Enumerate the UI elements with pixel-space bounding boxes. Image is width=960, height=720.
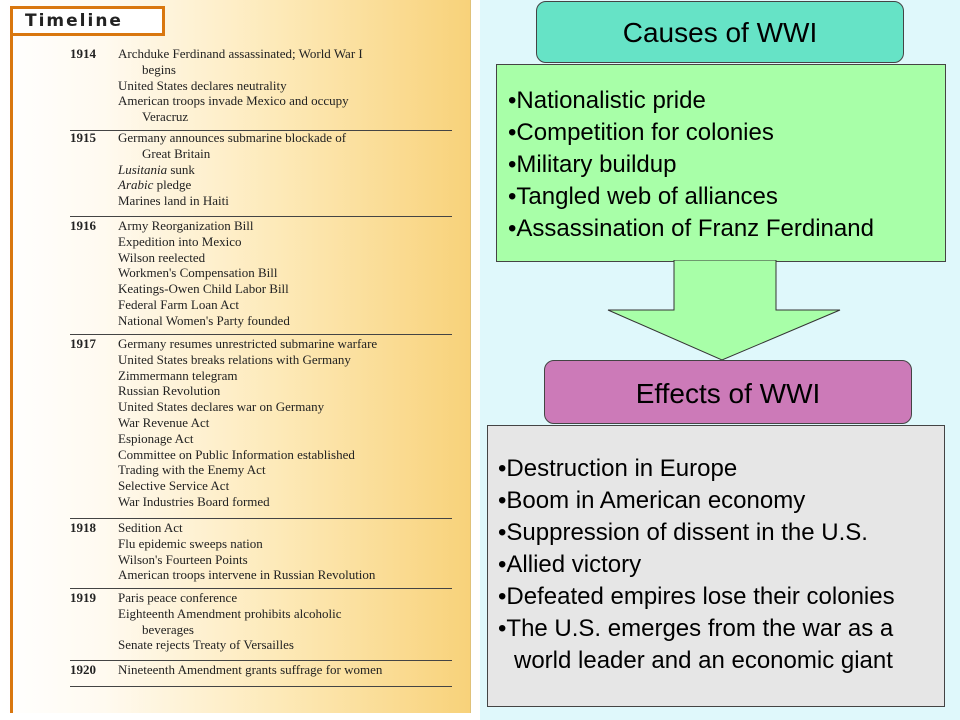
timeline-year-5 — [70, 590, 452, 661]
timeline-event: Workmen's Compensation Bill — [118, 265, 278, 281]
timeline-event: Great Britain — [142, 145, 211, 161]
timeline-event: Archduke Ferdinand assassinated; World War I — [118, 46, 363, 61]
timeline-year-4 — [70, 520, 452, 589]
timeline-event: National Women's Party founded — [118, 312, 290, 328]
causes-list-box — [496, 64, 946, 262]
timeline-events — [118, 590, 452, 653]
timeline-event: Flu epidemic sweeps nation — [118, 535, 263, 551]
timeline-event: United States declares neutrality — [118, 77, 287, 93]
cause-item: •Military buildup — [508, 151, 677, 178]
timeline-year-label: 1920 — [70, 662, 96, 677]
timeline-event: Germany announces submarine blockade of — [118, 130, 347, 145]
down-arrow — [604, 260, 844, 364]
timeline-year-2 — [70, 218, 452, 335]
timeline-event: Veracruz — [142, 109, 189, 125]
timeline-event: Expedition into Mexico — [118, 233, 242, 249]
effects-title: Effects of WWI — [635, 378, 821, 409]
causes-header-box — [536, 1, 904, 63]
timeline-event: Trading with the Enemy Act — [118, 462, 266, 478]
timeline-event: Wilson reelected — [118, 249, 206, 265]
causes-title: Causes of WWI — [622, 17, 818, 48]
effect-item: •Defeated empires lose their colonies — [498, 583, 895, 610]
effect-item: •Allied victory — [498, 551, 642, 578]
timeline-event: beverages — [142, 621, 194, 637]
timeline-event: Arabic pledge — [118, 177, 192, 193]
timeline-events — [118, 662, 452, 678]
effects-list — [498, 453, 895, 677]
timeline-events — [118, 336, 452, 510]
timeline-events — [118, 46, 452, 125]
timeline-title-box — [10, 6, 165, 36]
timeline-events — [118, 520, 452, 583]
effect-item: •Suppression of dissent in the U.S. — [498, 519, 868, 546]
timeline-event: Paris peace conference — [118, 590, 238, 605]
cause-item: •Nationalistic pride — [508, 87, 706, 114]
timeline-year-label: 1916 — [70, 218, 96, 233]
effects-header-box — [544, 360, 912, 424]
timeline-event: Marines land in Haiti — [118, 193, 229, 209]
timeline-event: Sedition Act — [118, 520, 183, 535]
timeline-year-1 — [70, 130, 452, 217]
timeline-event: Eighteenth Amendment prohibits alcoholic — [118, 605, 342, 621]
timeline-event: American troops intervene in Russian Revolution — [118, 567, 376, 583]
timeline-event: begins — [142, 61, 176, 77]
effect-item-continuation: world leader and an economic giant — [514, 647, 893, 674]
timeline-event: United States breaks relations with Germany — [118, 351, 351, 367]
timeline-event: Zimmermann telegram — [118, 367, 238, 383]
timeline-event: Russian Revolution — [118, 383, 221, 399]
effect-item: •Boom in American economy — [498, 487, 806, 514]
timeline-event: Senate rejects Treaty of Versailles — [118, 637, 294, 653]
timeline-events — [118, 218, 452, 329]
timeline-event: War Revenue Act — [118, 414, 210, 430]
timeline-event: Army Reorganization Bill — [118, 218, 254, 233]
timeline-year-6 — [70, 662, 452, 687]
timeline-event: Wilson's Fourteen Points — [118, 551, 248, 567]
cause-item: •Competition for colonies — [508, 119, 774, 146]
timeline-event: Lusitania sunk — [118, 161, 195, 177]
timeline-event: Federal Farm Loan Act — [118, 296, 239, 312]
cause-item: •Assassination of Franz Ferdinand — [508, 215, 874, 242]
timeline-panel — [0, 0, 471, 713]
timeline-year-3 — [70, 336, 452, 519]
timeline-event: United States declares war on Germany — [118, 399, 325, 415]
timeline-year-label: 1918 — [70, 520, 96, 535]
effects-list-box — [487, 425, 945, 707]
timeline-year-label: 1914 — [70, 46, 96, 61]
timeline-event: Nineteenth Amendment grants suffrage for women — [118, 662, 383, 677]
timeline-accent-rule — [10, 36, 13, 713]
effect-item: •Destruction in Europe — [498, 455, 738, 482]
timeline-title: Timeline — [25, 11, 123, 31]
timeline-event: American troops invade Mexico and occupy — [118, 93, 349, 109]
cause-item: •Tangled web of alliances — [508, 183, 778, 210]
timeline-year-0 — [70, 46, 452, 131]
timeline-event: Espionage Act — [118, 430, 194, 446]
timeline-event: Committee on Public Information established — [118, 446, 355, 462]
timeline-year-label: 1915 — [70, 130, 96, 145]
timeline-year-label: 1919 — [70, 590, 96, 605]
timeline-event: Keatings-Owen Child Labor Bill — [118, 281, 289, 297]
causes-list — [508, 85, 874, 245]
effect-item: •The U.S. emerges from the war as a — [498, 615, 894, 642]
timeline-event: War Industries Board formed — [118, 493, 270, 509]
down-arrow-shape — [608, 260, 840, 360]
timeline-event: Germany resumes unrestricted submarine warfare — [118, 336, 378, 351]
timeline-year-label: 1917 — [70, 336, 96, 351]
timeline-event: Selective Service Act — [118, 478, 230, 494]
timeline-events — [118, 130, 452, 209]
